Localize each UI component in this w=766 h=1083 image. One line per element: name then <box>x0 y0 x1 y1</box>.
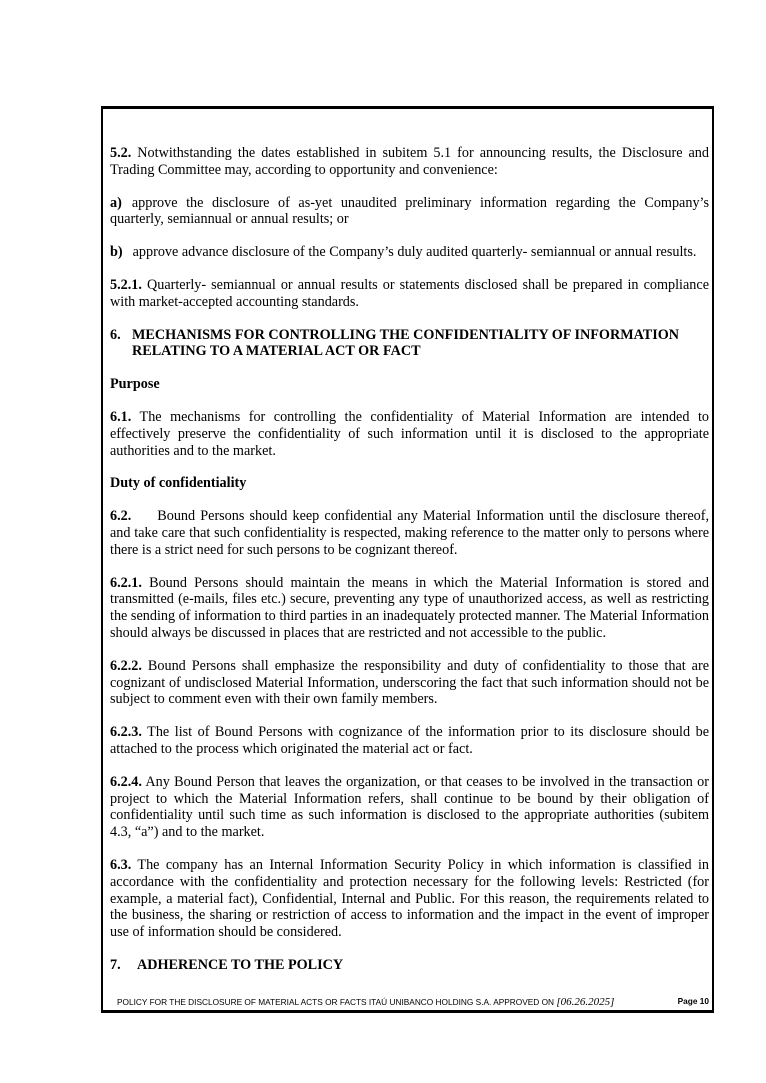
page-number: Page 10 <box>677 996 709 1006</box>
list-item-b: b) approve advance disclosure of the Company’s duly audited quarterly- semiannual or annual results. <box>110 244 697 261</box>
document-body <box>110 145 709 974</box>
section-number: 6.2. <box>110 508 132 525</box>
section-number: 6.3. <box>110 856 132 873</box>
paragraph-5-2: 5.2. Notwithstanding the dates established in subitem 5.1 for announcing results, the Disclosure and Trading Committee may, according to opportunity and convenience: <box>110 145 709 178</box>
footer-date: [06.26.2025] <box>556 996 615 1008</box>
section-number: 6.1. <box>110 408 132 425</box>
paragraph-6-2: 6.2. Bound Persons should keep confidential any Material Information until the disclosure thereof, and take care that such confidentiality is respected, making reference to the matter only to persons where there is a strict need for such persons to be cognizant thereof. <box>110 508 709 558</box>
subheading-purpose: Purpose <box>110 376 160 393</box>
section-number: 6.2.1. <box>110 574 142 591</box>
section-number: 6.2.3. <box>110 724 142 741</box>
paragraph-6-2-2: 6.2.2. Bound Persons shall emphasize the responsibility and duty of confidentiality to those that are cognizant of undisclosed Material Information, underscoring the fact that such information should not be subject to comment even with their own family members. <box>110 657 709 708</box>
section-number: 6.2.2. <box>110 657 142 674</box>
section-number: 5.2. <box>110 145 132 161</box>
section-heading-6: 6. MECHANISMS FOR CONTROLLING THE CONFIDENTIALITY OF INFORMATION RELATING TO A MATERIAL ACT OR FACT <box>110 326 680 360</box>
paragraph-5-2-1: 5.2.1. Quarterly- semiannual or annual results or statements disclosed shall be prepared in compliance with market-accepted accounting standards. <box>110 276 709 310</box>
paragraph-6-2-1: 6.2.1. Bound Persons should maintain the means in which the Material Information is stored and transmitted (e-mails, files etc.) secure, preventing any type of unauthorized access, as well as restricting the sending of information to third parties in an inadequately protected manner. The Material Information should always be discussed in places that are restricted and not accessible to the public. <box>110 574 709 641</box>
subheading-duty: Duty of confidentiality <box>110 475 247 492</box>
paragraph-6-2-3: 6.2.3. The list of Bound Persons with cognizance of the information prior to its disclosure should be attached to the process which originated the material act or fact. <box>110 724 709 757</box>
section-heading-7: 7. ADHERENCE TO THE POLICY <box>110 956 344 973</box>
footer-title: POLICY FOR THE DISCLOSURE OF MATERIAL ACTS OR FACTS ITAÚ UNIBANCO HOLDING S.A. APPROVED ON <box>117 997 557 1007</box>
list-item-a: a) approve the disclosure of as-yet unaudited preliminary information regarding the Company’s quarterly, semiannual or annual results; or <box>110 194 709 228</box>
list-label: a) <box>110 194 122 211</box>
paragraph-6-3: 6.3. The company has an Internal Information Security Policy in which information is classified in accordance with the confidentiality and protection necessary for the following levels: Restricted (for example, a material fact), Confidential, Internal and Public. For this reason, the requirements related to the business, the sharing or restriction of access to information and the impact in the event of improper use of information should be considered. <box>110 856 709 941</box>
paragraph-6-1: 6.1. The mechanisms for controlling the confidentiality of Material Information are intended to effectively preserve the confidentiality of such information until it is disclosed to the appropriate authorities and to the market. <box>110 408 709 459</box>
section-number: 5.2.1. <box>110 276 142 293</box>
paragraph-6-2-4: 6.2.4. Any Bound Person that leaves the organization, or that ceases to be involved in the transaction or project to which the Material Information refers, shall continue to be bound by their obligation of confidentiality until such time as such information is disclosed to the appropriate authorities (subitem 4.3, “a”) and to the market. <box>110 773 709 841</box>
page-footer <box>117 996 709 1010</box>
list-label: b) <box>110 244 123 261</box>
section-number: 6.2.4. <box>110 773 142 790</box>
